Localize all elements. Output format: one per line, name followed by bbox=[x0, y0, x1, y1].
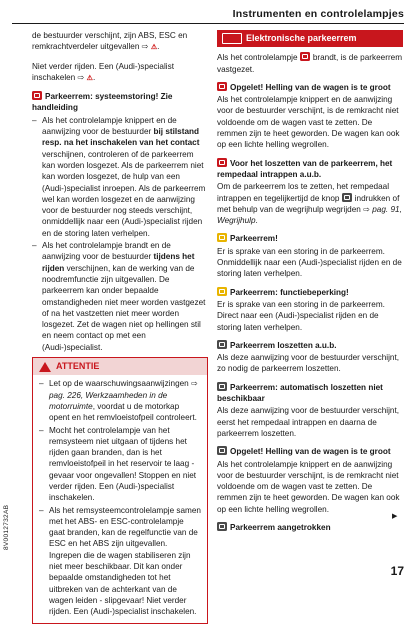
left-column bbox=[32, 30, 208, 624]
parking-brake-gray-icon bbox=[217, 382, 227, 391]
item-paragraph: Als deze aanwijzing voor de bestuurder verschijnt, zo nodig de parkeerrem loszetten. bbox=[217, 353, 400, 374]
parking-brake-red-icon bbox=[32, 91, 42, 100]
header-rule bbox=[12, 23, 404, 24]
parking-brake-yellow-icon bbox=[217, 233, 227, 242]
item-heading: Parkeerrem loszetten a.u.b. bbox=[217, 340, 403, 351]
list-item: – Als het remsysteemcontrolelampje samen met het ABS- en ESC-controlelampje gaat branden, kan de regelfunctie van de ESC en het ABS zijn uitgevallen. Ingrepen die de wagen stabiliseren zijn niet meer beschikbaar. Dit kan onder bepaalde omstandigheden tot het uitbreken van de achterkant van de wagen leiden - slipgevaar! Niet verder rijden. Een (Audi-)specialist inschakelen. bbox=[39, 505, 201, 618]
list-item: – Als het controlelampje knippert en de aanwijzing voor de bestuurder bij stilstand resp. na het inschakelen van het contact verschijnen, controleren of de parkeerrem kan worden losgezet. Als de parkeerrem niet kan worden losgezet, de hulp van een (Audi-)specialist inroepen. Als de parkeerrem wel kan worden losgezet en de aanwijzing voor de bestuurder nog steeds verschijnt, onmiddellijk naar een (Audi-)specialist rijden en de storing laten verhelpen. bbox=[32, 115, 208, 239]
item-paragraph: Er is sprake van een storing in de parkeerrem. Onmiddellijk naar een (Audi-)specialist rijden en de storing laten verhelpen. bbox=[217, 246, 402, 279]
item-paragraph: Als het controlelampje knippert en de aanwijzing voor de bestuurder verschijnt, is de remkracht niet voldoende om de wagen vast te zetten. De remmen zijn te heet geworden. De wagen kan ook op een lichte helling wegrollen. bbox=[217, 459, 400, 514]
intro-paragraph-1: de bestuurder verschijnt, zijn ABS, ESC en remkrachtverdeler uitgevallen ⇨ ⚠. bbox=[32, 30, 208, 54]
item-paragraph: Als deze aanwijzing voor de bestuurder verschijnt, eerst het rempedaal intrappen en daarna de parkeerrem loszetten. bbox=[217, 406, 400, 438]
continue-arrow-icon: ▶ bbox=[392, 513, 398, 520]
warning-title: ATTENTIE bbox=[56, 361, 100, 372]
item-heading: Parkeerrem! bbox=[217, 233, 403, 244]
header-title: Instrumenten en controlelampjes bbox=[232, 8, 404, 20]
document-code: 8V0012732AB bbox=[3, 504, 10, 550]
parking-brake-button-icon bbox=[342, 193, 352, 202]
parking-brake-icon bbox=[222, 33, 242, 44]
warning-triangle-icon bbox=[39, 362, 51, 372]
right-column bbox=[217, 30, 403, 534]
parking-brake-red-icon bbox=[217, 82, 227, 91]
page-number: 17 bbox=[390, 564, 404, 578]
parking-brake-yellow-icon bbox=[217, 287, 227, 296]
item-heading: Voor het loszetten van de parkeerrem, het rempedaal intrappen a.u.b. bbox=[217, 158, 393, 179]
warning-box bbox=[32, 357, 208, 624]
warning-triangle-icon: ⚠ bbox=[150, 44, 158, 52]
parking-brake-gray-icon bbox=[217, 340, 227, 349]
section-intro: Als het controlelampje brandt, is de parkeerrem vastgezet. bbox=[217, 53, 403, 74]
list-item: – Mocht het controlelampje van het remsysteem niet uitgaan of tijdens het rijden gaan branden, dan is het remvloeistofpeil in het reservoir te laag - gevaar voor ongevallen! Stoppen en niet verder rijden. Een (Audi-)specialist inschakelen. bbox=[39, 425, 201, 504]
section-title: Elektronische parkeerrem bbox=[246, 33, 357, 43]
parking-brake-red-icon bbox=[300, 52, 310, 61]
item-heading: Parkeerrem: functiebeperking! bbox=[217, 287, 403, 298]
item-paragraph: Er is sprake van een storing in de parkeerrem. Direct naar een (Audi-)specialist rijden en de storing laten verhelpen. bbox=[217, 299, 385, 332]
warning-list bbox=[39, 378, 201, 617]
item-heading: Opgelet! Helling van de wagen is te groot bbox=[217, 82, 403, 93]
item-heading-system-failure: Parkeerrem: systeemstoring! Zie handleiding bbox=[32, 92, 173, 113]
item-paragraph: Als het controlelampje knippert en de aanwijzing voor de bestuurder verschijnt, is de remkracht niet voldoende om de wagen vast te zetten. De remmen zijn te heet geworden. De wagen kan ook op een lichte helling wegrollen. bbox=[217, 95, 400, 150]
item-heading: Parkeerrem: automatisch loszetten niet beschikbaar bbox=[217, 382, 383, 404]
item-heading: Parkeerrem aangetrokken bbox=[217, 522, 403, 533]
system-failure-list bbox=[32, 115, 208, 353]
item-heading: Opgelet! Helling van de wagen is te groot bbox=[217, 446, 403, 457]
parking-brake-red-icon bbox=[217, 158, 227, 167]
item-paragraph: Om de parkeerrem los te zetten, het rempedaal intrappen en tegelijkertijd de knop indrukken of met behulp van de wegrijhulp wegrijden ⇨ pag. 91, Wegrijhulp. bbox=[217, 182, 402, 226]
parking-brake-gray-icon bbox=[217, 522, 227, 531]
list-item: – Let op de waarschuwingsaanwijzingen ⇨ pag. 226, Werkzaamheden in de motorruimte, voordat u de motorkap opent en het remvloeistofpeil controleert. bbox=[39, 378, 201, 423]
warning-triangle-icon: ⚠ bbox=[86, 74, 93, 82]
intro-paragraph-2: Niet verder rijden. Een (Audi-)specialist inschakelen ⇨ ⚠. bbox=[32, 61, 208, 85]
parking-brake-gray-icon bbox=[217, 446, 227, 455]
list-item: – Als het controlelampje brandt en de aanwijzing voor de bestuurder tijdens het rijden verschijnen, kan de werking van de noodremfunctie zijn uitgevallen. De parkeerrem kan onder bepaalde omstandigheden niet meer worden vastgezet of na het vastzetten niet meer worden losgezet. Zet de wagen niet op hellingen stil en neem contact op met een (Audi-)specialist. bbox=[32, 240, 208, 353]
section-banner bbox=[217, 30, 403, 47]
warning-header bbox=[33, 358, 207, 375]
